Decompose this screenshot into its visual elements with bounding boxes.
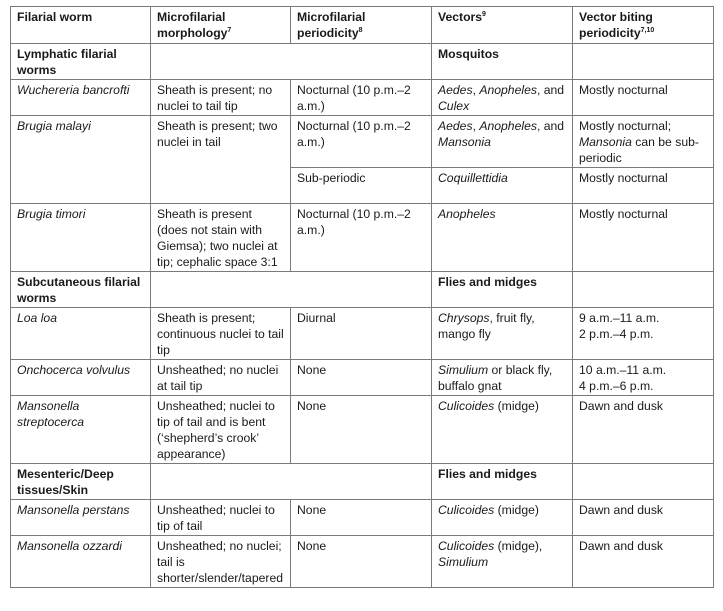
group-label: Lymphatic filarial worms bbox=[11, 44, 151, 80]
group-vector: Flies and midges bbox=[432, 272, 573, 308]
morphology-cell: Sheath is present (does not stain with Giemsa); two nuclei at tip; cephalic space 3:1 bbox=[151, 204, 291, 272]
vectors-cell: Culicoides (midge) bbox=[432, 500, 573, 536]
periodicity-cell: Nocturnal (10 p.m.–2 a.m.) bbox=[291, 80, 432, 116]
ref-superscript: 9 bbox=[482, 10, 486, 18]
morphology-cell: Unsheathed; no nuclei; tail is shorter/slender/tapered bbox=[151, 536, 291, 588]
vectors-cell: Simulium or black fly, buffalo gnat bbox=[432, 360, 573, 396]
vectors-cell: Culicoides (midge) bbox=[432, 396, 573, 464]
biting-cell: Mostly nocturnal bbox=[573, 80, 714, 116]
morphology-cell: Sheath is present; no nuclei to tail tip bbox=[151, 80, 291, 116]
ref-superscript: 7,10 bbox=[640, 26, 655, 34]
morphology-cell: Unsheathed; nuclei to tip of tail and is bent (‘shepherd’s crook’ appearance) bbox=[151, 396, 291, 464]
group-spacer bbox=[573, 272, 714, 308]
group-row-lymphatic bbox=[11, 44, 714, 80]
worm-cell: Onchocerca volvulus bbox=[11, 360, 151, 396]
periodicity-cell: Sub-periodic bbox=[291, 168, 432, 204]
header-filarial-worm: Filarial worm bbox=[11, 7, 151, 44]
morphology-cell: Sheath is present; two nuclei in tail bbox=[151, 116, 291, 204]
periodicity-cell: None bbox=[291, 536, 432, 588]
header-vectors: Vectors$^9$ bbox=[432, 7, 573, 44]
biting-cell: 9 a.m.–11 a.m. 2 p.m.–4 p.m. bbox=[573, 308, 714, 360]
group-spacer bbox=[151, 272, 432, 308]
worm-cell: Mansonella streptocerca bbox=[11, 396, 151, 464]
periodicity-cell: Nocturnal (10 p.m.–2 a.m.) bbox=[291, 204, 432, 272]
group-spacer bbox=[573, 464, 714, 500]
group-spacer bbox=[151, 464, 432, 500]
periodicity-cell: Nocturnal (10 p.m.–2 a.m.) bbox=[291, 116, 432, 168]
group-spacer bbox=[573, 44, 714, 80]
filarial-worms-table bbox=[10, 6, 714, 588]
table-row bbox=[11, 204, 714, 272]
group-spacer bbox=[151, 44, 432, 80]
vectors-cell: Anopheles bbox=[432, 204, 573, 272]
table-row bbox=[11, 308, 714, 360]
vectors-cell: Culicoides (midge), Simulium bbox=[432, 536, 573, 588]
vectors-cell: Aedes, Anopheles, and Culex bbox=[432, 80, 573, 116]
biting-cell: Dawn and dusk bbox=[573, 396, 714, 464]
ref-superscript: 8 bbox=[358, 26, 363, 34]
group-label: Subcutaneous filarial worms bbox=[11, 272, 151, 308]
biting-cell: Dawn and dusk bbox=[573, 536, 714, 588]
header-microfilarial-morphology: Microfilarial morphology$^7$ bbox=[151, 7, 291, 44]
group-row-mesenteric bbox=[11, 464, 714, 500]
biting-cell: 10 a.m.–11 a.m. 4 p.m.–6 p.m. bbox=[573, 360, 714, 396]
vectors-cell: Chrysops, fruit fly, mango fly bbox=[432, 308, 573, 360]
table-row bbox=[11, 500, 714, 536]
group-vector: Mosquitos bbox=[432, 44, 573, 80]
worm-cell: Brugia timori bbox=[11, 204, 151, 272]
table-row bbox=[11, 116, 714, 168]
group-vector: Flies and midges bbox=[432, 464, 573, 500]
morphology-cell: Sheath is present; continuous nuclei to tail tip bbox=[151, 308, 291, 360]
group-label: Mesenteric/Deep tissues/Skin bbox=[11, 464, 151, 500]
biting-cell: Mostly nocturnal bbox=[573, 204, 714, 272]
periodicity-cell: None bbox=[291, 396, 432, 464]
table-row bbox=[11, 360, 714, 396]
periodicity-cell: Diurnal bbox=[291, 308, 432, 360]
worm-cell: Mansonella ozzardi bbox=[11, 536, 151, 588]
worm-cell: Brugia malayi bbox=[11, 116, 151, 204]
worm-cell: Wuchereria bancrofti bbox=[11, 80, 151, 116]
worm-cell: Loa loa bbox=[11, 308, 151, 360]
biting-cell: Mostly nocturnal; Mansonia can be sub-periodic bbox=[573, 116, 714, 168]
table-row bbox=[11, 396, 714, 464]
morphology-cell: Unsheathed; no nuclei at tail tip bbox=[151, 360, 291, 396]
vectors-cell: Aedes, Anopheles, and Mansonia bbox=[432, 116, 573, 168]
header-row bbox=[11, 7, 714, 44]
header-vector-biting-periodicity: Vector biting periodicity$^{7,10}$ bbox=[573, 7, 714, 44]
table-row bbox=[11, 536, 714, 588]
biting-cell: Dawn and dusk bbox=[573, 500, 714, 536]
vectors-cell: Coquillettidia bbox=[432, 168, 573, 204]
group-row-subcutaneous bbox=[11, 272, 714, 308]
morphology-cell: Unsheathed; nuclei to tip of tail bbox=[151, 500, 291, 536]
periodicity-cell: None bbox=[291, 500, 432, 536]
worm-cell: Mansonella perstans bbox=[11, 500, 151, 536]
periodicity-cell: None bbox=[291, 360, 432, 396]
biting-cell: Mostly nocturnal bbox=[573, 168, 714, 204]
table-row bbox=[11, 80, 714, 116]
header-microfilarial-periodicity: Microfilarial periodicity$^8$ bbox=[291, 7, 432, 44]
ref-superscript: 7 bbox=[227, 26, 232, 34]
